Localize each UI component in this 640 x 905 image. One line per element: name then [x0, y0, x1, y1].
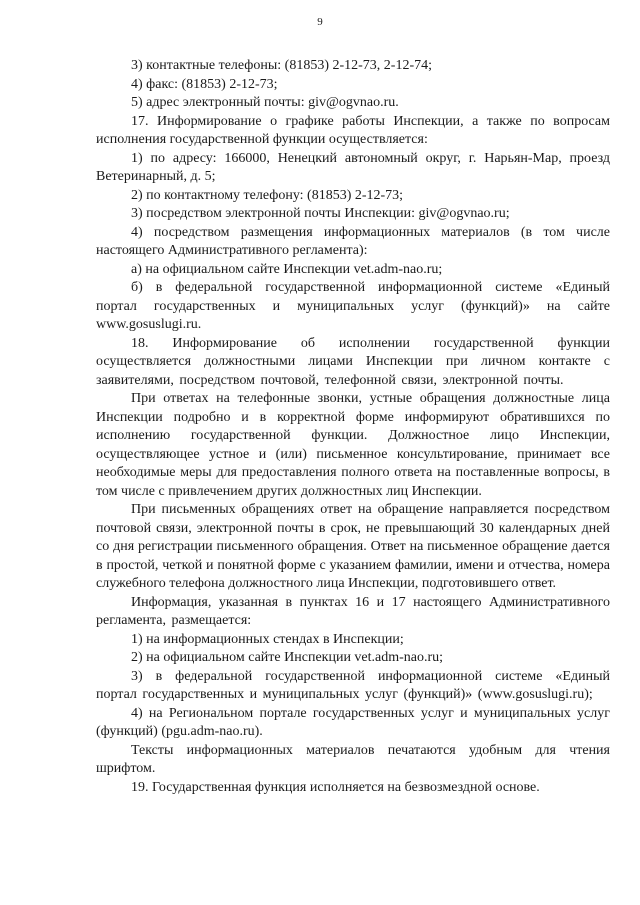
clause-19: 19. Государственная функция исполняется на безвозмездной основе.: [131, 779, 540, 795]
contact-phones: 3) контактные телефоны: (81853) 2-12-73, 2-12-74;: [131, 58, 433, 73]
clause-17-materials: 4) посредством размещения информационных материалов (в том числе настоящего Административного регламента):: [96, 224, 610, 258]
document-body: [96, 57, 610, 797]
clause-17-federal-portal: б) в федеральной государственной информационной системе «Единый портал государственных и муниципальных услуг (функций)» на сайте www.gosuslugi.ru.: [96, 280, 610, 332]
clause-18-written-requests: При письменных обращениях ответ на обращение направляется посредством почтовой связи, электронной почты в срок, не превышающий 30 календарных дней со дня регистрации письменного обращения. Ответ на письменное обращение дается в простой, четкой и понятной форме с указанием фамилии, имени и отчества, номера служебного телефона должностного лица Инспекции, подготовившего ответ.: [96, 502, 610, 591]
clause-17-official-site: а) на официальном сайте Инспекции vet.adm-nao.ru;: [131, 261, 443, 277]
placement-stands: 1) на информационных стендах в Инспекции;: [131, 631, 404, 647]
placement-regional-portal: 4) на Региональном портале государственных услуг и муниципальных услуг (функций) (pgu.adm-nao.ru).: [96, 705, 610, 739]
email-address: 5) адрес электронный почты: giv@ogvnao.ru.: [131, 95, 399, 110]
clause-18-information-placement: Информация, указанная в пунктах 16 и 17 настоящего Административного регламента, размещается:: [96, 594, 610, 628]
placement-federal-portal: 3) в федеральной государственной информационной системе «Единый портал государственных и муниципальных услуг (функций)» (www.gosuslugi.ru);: [96, 668, 610, 702]
clause-18-phone-calls: При ответах на телефонные звонки, устные обращения должностные лица Инспекции подробно и в корректной форме информируют обратившихся по исполнению государственной функции. Должностное лицо Инспекции, осуществляющее устное и (или) письменное консультирование, принимает все необходимые меры для предоставления полного ответа на поставленные вопросы, в том числе с привлечением других должностных лиц Инспекции.: [96, 391, 610, 499]
placement-official-site: 2) на официальном сайте Инспекции vet.adm-nao.ru;: [131, 650, 444, 665]
page-number: 9: [317, 16, 323, 28]
clause-17-phone: 2) по контактному телефону: (81853) 2-12-73;: [131, 187, 404, 203]
clause-18-intro: 18. Информирование об исполнении государственной функции осуществляется должностными лицами Инспекции при личном контакте с заявителями, посредством почтовой, телефонной связи, электронной почты.: [96, 335, 610, 388]
clause-17-address: 1) по адресу: 166000, Ненецкий автономный округ, г. Нарьян-Мар, проезд Ветеринарный, д. 5;: [96, 150, 610, 184]
clause-17-email: 3) посредством электронной почты Инспекции: giv@ogvnao.ru;: [131, 206, 510, 221]
materials-font-note: Тексты информационных материалов печатаются удобным для чтения шрифтом.: [96, 742, 610, 776]
fax-number: 4) факс: (81853) 2-12-73;: [131, 76, 278, 92]
clause-17-intro: 17. Информирование о графике работы Инспекции, а также по вопросам исполнения государственной функции осуществляется:: [96, 113, 610, 147]
